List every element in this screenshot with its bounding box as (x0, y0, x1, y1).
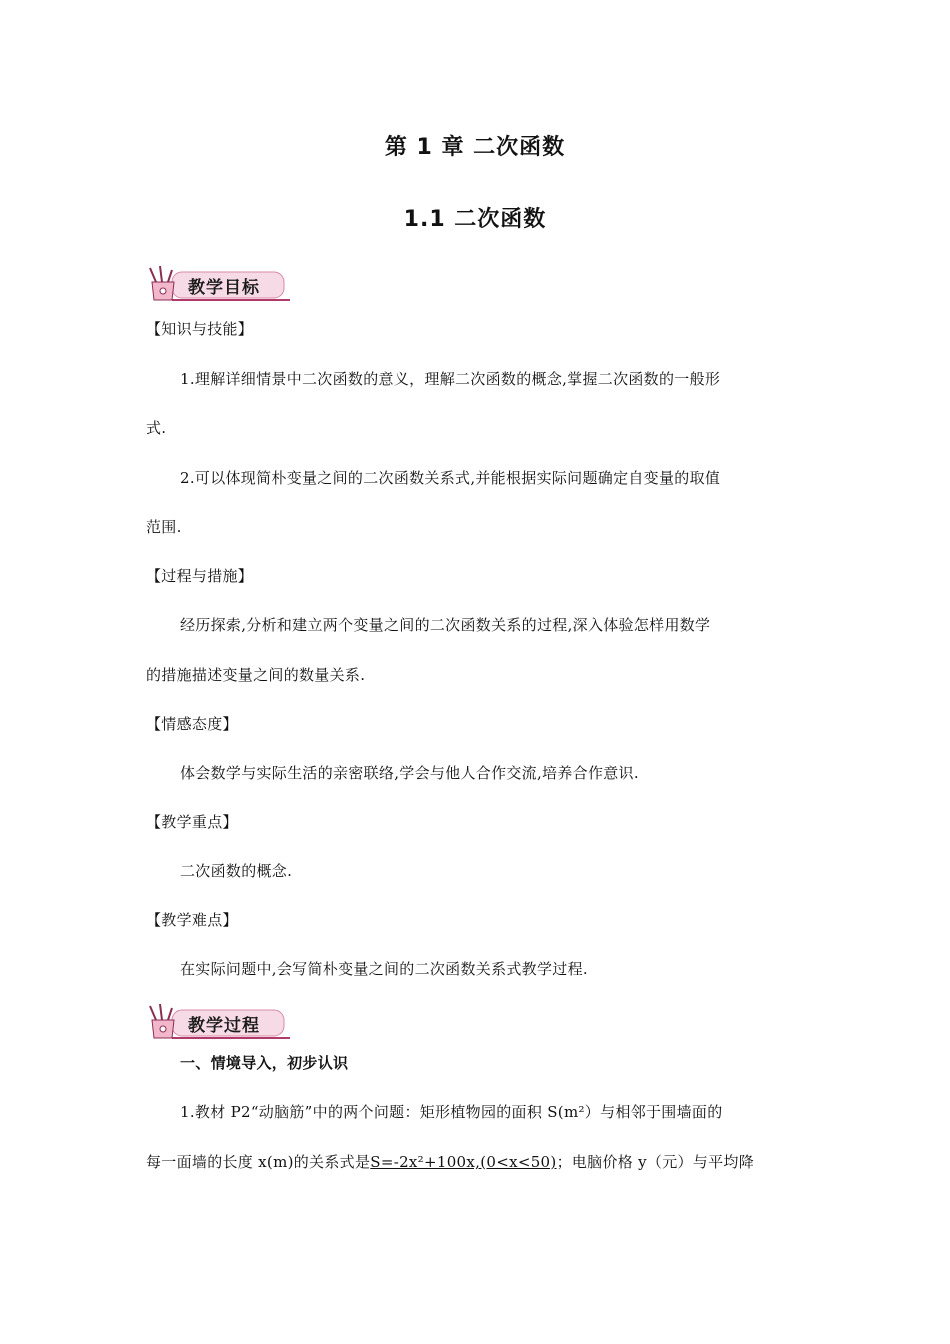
process-method-heading: 【过程与措施】 (146, 567, 254, 585)
objectives-badge-label: 教学目标 (188, 278, 260, 298)
knowledge-item1-line1: 1.理解详细情景中二次函数的意义，理解二次函数的概念,掌握二次函数的一般形 (180, 370, 721, 388)
step1-para-line2-post: ；电脑价格 y（元）与平均降 (556, 1153, 755, 1171)
step1-para-line2 (146, 1151, 754, 1172)
knowledge-heading: 【知识与技能】 (146, 320, 254, 338)
process-method-line2: 的措施描述变量之间的数量关系. (146, 666, 366, 684)
area-formula: S=-2x²+100x,(0<x<50) (370, 1153, 557, 1171)
key-point-heading: 【教学重点】 (146, 813, 238, 831)
process-badge (144, 1002, 290, 1042)
step1-para-line1: 1.教材 P2“动脑筋”中的两个问题：矩形植物园的面积 S(m²）与相邻于围墙面的 (180, 1103, 723, 1121)
chapter-title: 第 1 章 二次函数 (384, 135, 566, 160)
knowledge-item1-line2: 式. (146, 419, 167, 437)
step1-para-line2-pre: 每一面墙的长度 x(m)的关系式是 (146, 1153, 371, 1171)
knowledge-item2-line2: 范围. (146, 518, 182, 536)
step1-heading: 一、情境导入，初步认识 (180, 1054, 349, 1072)
emotion-line1: 体会数学与实际生活的亲密联络,学会与他人合作交流,培养合作意识. (180, 764, 639, 782)
objectives-badge (144, 264, 290, 304)
process-badge-label: 教学过程 (188, 1016, 260, 1036)
difficulty-line1: 在实际问题中,会写简朴变量之间的二次函数关系式教学过程. (180, 960, 588, 978)
process-method-line1: 经历探索,分析和建立两个变量之间的二次函数关系的过程,深入体验怎样用数学 (180, 616, 711, 634)
knowledge-item2-line1: 2.可以体现简朴变量之间的二次函数关系式,并能根据实际问题确定自变量的取值 (180, 469, 721, 487)
difficulty-heading: 【教学难点】 (146, 911, 238, 929)
emotion-heading: 【情感态度】 (146, 715, 238, 733)
section-title: 1.1 二次函数 (403, 207, 547, 232)
key-point-line1: 二次函数的概念. (180, 862, 293, 880)
